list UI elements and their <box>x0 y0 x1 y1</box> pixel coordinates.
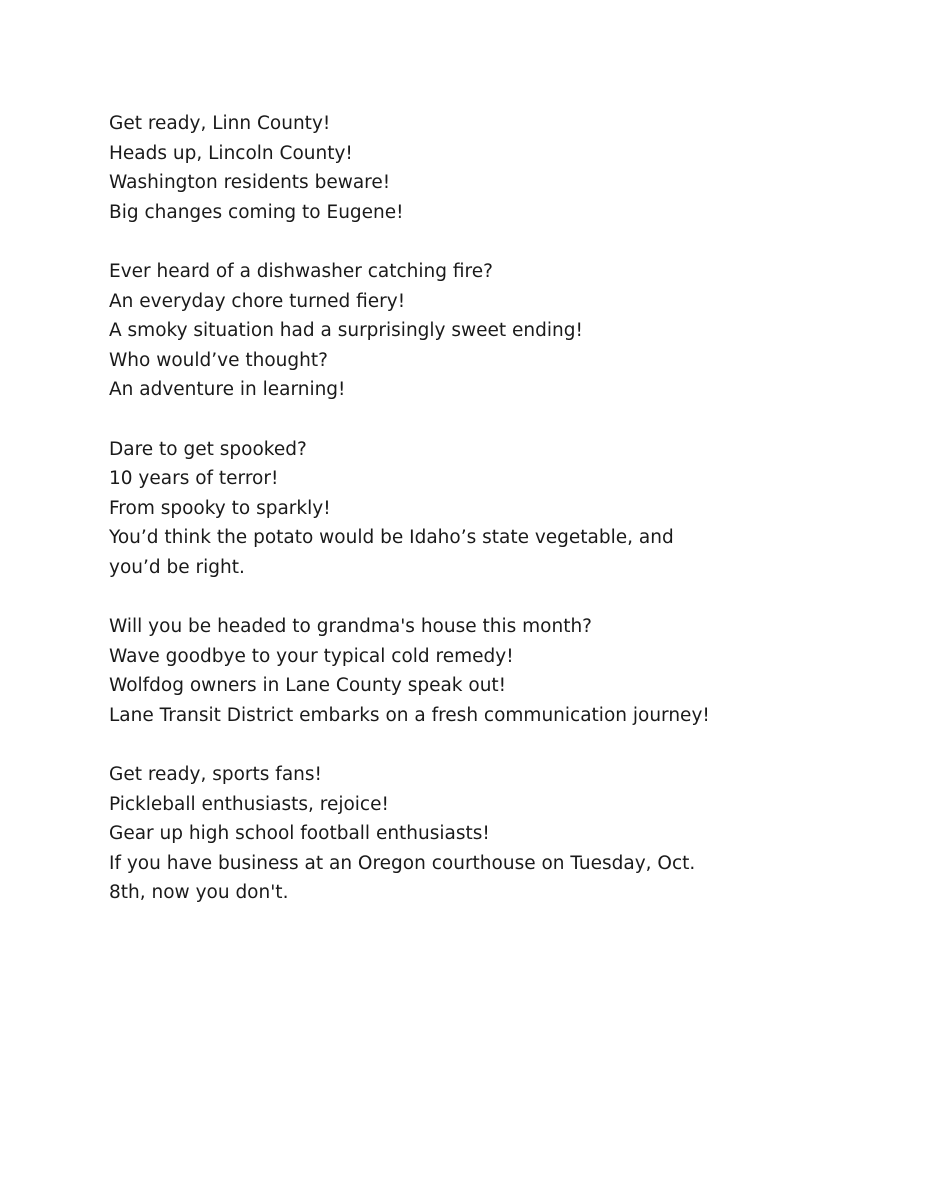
paragraph-sports <box>109 760 829 908</box>
text-line: Lane Transit District embarks on a fresh communication journey! <box>109 704 710 726</box>
text-line: Washington residents beware! <box>109 172 391 194</box>
text-line: Heads up, Lincoln County! <box>109 142 353 164</box>
text-line: An everyday chore turned fiery! <box>109 290 406 312</box>
text-line: you’d be right. <box>109 556 245 578</box>
text-line: Wave goodbye to your typical cold remedy! <box>109 645 514 667</box>
text-line: Ever heard of a dishwasher catching fire? <box>109 260 493 282</box>
text-line: An adventure in learning! <box>109 379 346 401</box>
text-line: Pickleball enthusiasts, rejoice! <box>109 793 389 815</box>
text-line: Get ready, Linn County! <box>109 113 331 134</box>
text-line: If you have business at an Oregon courthouse on Tuesday, Oct. <box>109 852 696 874</box>
paragraph-spooky <box>109 435 829 583</box>
text-line: From spooky to sparkly! <box>109 497 331 519</box>
paragraph-lane-county <box>109 612 829 730</box>
text-line: Who would’ve thought? <box>109 349 328 371</box>
text-line: A smoky situation had a surprisingly sweet ending! <box>109 320 583 342</box>
text-line: Dare to get spooked? <box>109 438 307 460</box>
paragraph-county-alerts <box>109 109 829 227</box>
text-line: Will you be headed to grandma's house this month? <box>109 616 592 638</box>
text-line: 10 years of terror! <box>109 468 279 490</box>
text-line: Wolfdog owners in Lane County speak out! <box>109 675 507 697</box>
text-line: You’d think the potato would be Idaho’s state vegetable, and <box>109 527 674 549</box>
text-line: 8th, now you don't. <box>109 882 289 904</box>
document-body <box>109 109 829 908</box>
text-line: Gear up high school football enthusiasts! <box>109 823 490 845</box>
paragraph-dishwasher-fire <box>109 257 829 405</box>
text-line: Get ready, sports fans! <box>109 764 322 786</box>
text-line: Big changes coming to Eugene! <box>109 201 404 223</box>
